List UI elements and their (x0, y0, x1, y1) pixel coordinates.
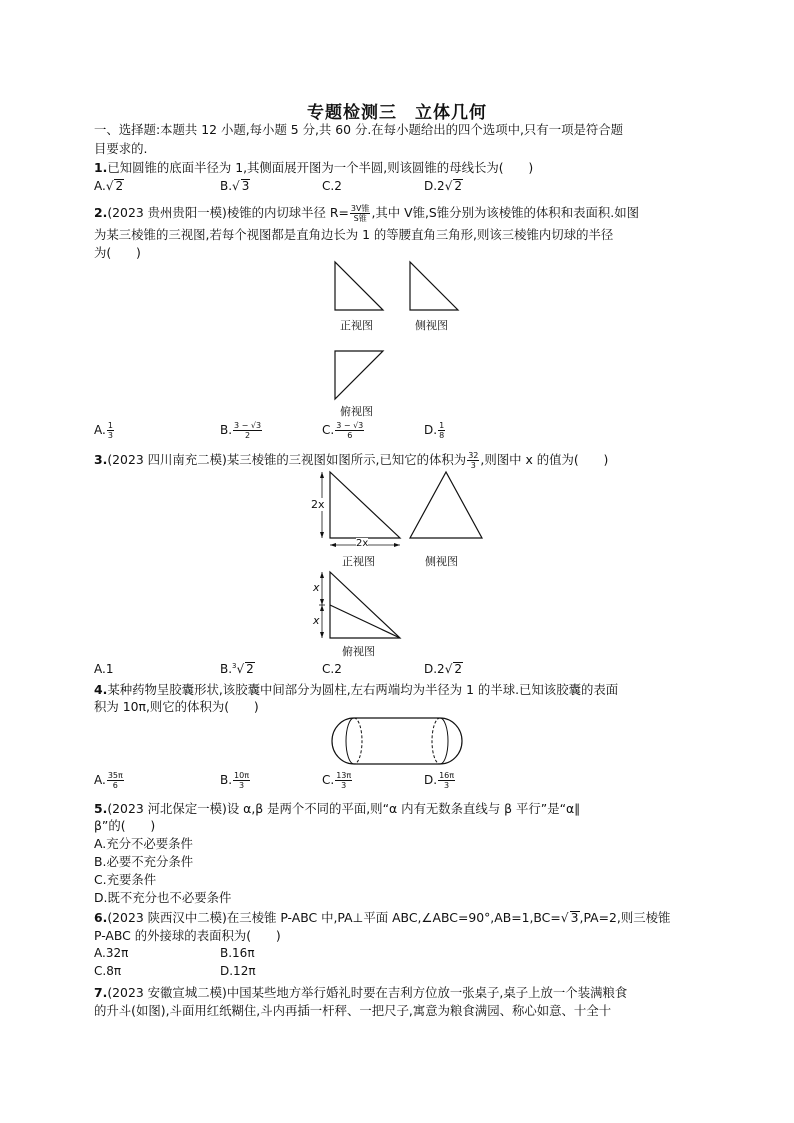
q4-option-d: D. $\frac{16\pi}{3}$ (424, 771, 455, 790)
q3-top-view-label: 俯视图 (342, 645, 375, 658)
q5-option-a: A.充分不必要条件 (94, 836, 193, 851)
question-2-line2: 为某三棱锥的三视图,若每个视图都是直角边长为 1 的等腰直角三角形,则该三棱锥内切球的半径 (94, 227, 614, 242)
question-2-line1: 2.(2023 贵州贵阳一模)棱锥的内切球半径 R= $\frac{\text{3V锥}}{\text{S锥}}$ ,其中 V锥,S锥分别为该棱锥的体积和表面积.如图 (94, 204, 639, 223)
q6-option-d: D.12π (220, 964, 256, 978)
q3-option-c: C.2 (322, 662, 342, 676)
question-7-line1: 7.(2023 安徽宣城二模)中国某些地方举行婚礼时要在吉利方位放一张桌子,桌子上放一个装满粮食 (94, 985, 628, 1000)
q3-option-d: D.2√ 2 (424, 662, 462, 676)
q2-formula-fraction: $\frac{\text{3V锥}}{\text{S锥}}$ (350, 204, 370, 223)
q4-option-a: A. $\frac{35\pi}{6}$ (94, 771, 123, 790)
q6-option-a: A.32π (94, 946, 129, 960)
q3-top-x-label-2: x (313, 614, 320, 627)
question-1-number: 1. (94, 160, 108, 175)
section-intro-line2: 目要求的. (94, 141, 148, 156)
q2-option-b: B. $\frac{3 - √3}{2}$ (220, 421, 262, 440)
q4-capsule-figure (330, 716, 464, 766)
question-7-number: 7. (94, 985, 108, 1000)
question-4-line2: 积为 10π,则它的体积为( ) (94, 699, 259, 714)
question-4-number: 4. (94, 682, 108, 697)
q2-option-d: D. $\frac{1}{8}$ (424, 421, 445, 440)
q5-option-c: C.充要条件 (94, 872, 157, 887)
question-5-number: 5. (94, 801, 108, 816)
question-2-number: 2. (94, 205, 108, 220)
q2-option-a: A. $\frac{1}{3}$ (94, 421, 113, 440)
q3-side-view-label: 侧视图 (425, 555, 458, 568)
question-2-line3: 为( ) (94, 245, 141, 260)
q2-top-view-figure (334, 350, 384, 400)
q3-front-view-label: 正视图 (342, 555, 375, 568)
question-5-line2: β”的( ) (94, 818, 156, 833)
q1-option-b: B.√ 3 (220, 179, 250, 193)
question-4-line1: 4.某种药物呈胶囊形状,该胶囊中间部分为圆柱,左右两端均为半径为 1 的半球.已知该胶囊的表面 (94, 682, 619, 697)
question-7-line2: 的升斗(如图),斗面用红纸糊住,斗内再插一杆秤、一把尺子,寓意为粮食满园、称心如意、十全十 (94, 1003, 612, 1018)
question-3-number: 3. (94, 452, 108, 467)
question-6-line1: 6.(2023 陕西汉中二模)在三棱锥 P-ABC 中,PA⊥平面 ABC,∠ABC=90°,AB=1,BC=√ 3,PA=2,则三棱锥 (94, 910, 671, 925)
q4-option-c: C. $\frac{13\pi}{3}$ (322, 771, 352, 790)
q2-front-view-figure (334, 261, 384, 311)
q6-option-c: C.8π (94, 964, 122, 978)
q2-top-view-label: 俯视图 (340, 405, 373, 418)
question-6-number: 6. (94, 910, 108, 925)
q2-front-view-label: 正视图 (340, 319, 373, 332)
q5-option-b: B.必要不充分条件 (94, 854, 194, 869)
question-5-line1: 5.(2023 河北保定一模)设 α,β 是两个不同的平面,则“α 内有无数条直线与 β 平行”是“α∥ (94, 801, 581, 816)
q2-side-view-figure (409, 261, 459, 311)
question-1-text: 已知圆锥的底面半径为 1,其侧面展开图为一个半圆,则该圆锥的母线长为( ) (107, 160, 534, 175)
question-1 (94, 158, 700, 177)
question-6-line2: P-ABC 的外接球的表面积为( ) (94, 928, 281, 943)
section-intro-line1: 一、选择题:本题共 12 小题,每小题 5 分,共 60 分.在每小题给出的四个选项中,只有一项是符合题 (94, 122, 624, 137)
q3-front-height-label: 2x (311, 498, 325, 511)
q4-option-b: B. $\frac{10\pi}{3}$ (220, 771, 250, 790)
q3-option-a: A.1 (94, 662, 114, 676)
q3-front-width-label: 2x (356, 538, 369, 549)
q3-volume-fraction: $\frac{32}{3}$ (468, 451, 479, 470)
q1-option-c: C.2 (322, 179, 342, 193)
q3-top-view-figure (312, 570, 408, 640)
q6-option-b: B.16π (220, 946, 255, 960)
q5-option-d: D.既不充分也不必要条件 (94, 890, 232, 905)
q1-option-a: A.√ 2 (94, 179, 124, 193)
q3-top-x-label-1: x (313, 581, 320, 594)
q1-option-d: D.2√ 2 (424, 179, 462, 193)
question-3: 3.(2023 四川南充二模)某三棱锥的三视图如图所示,已知它的体积为 $\frac{32}{3}$ ,则图中 x 的值为( ) (94, 451, 609, 470)
q3-option-b: B.$^3$√ 2 (220, 662, 254, 676)
q2-option-c: C. $\frac{3 - √3}{6}$ (322, 421, 364, 440)
page-title: 专题检测三 立体几何 (307, 103, 487, 123)
q2-side-view-label: 侧视图 (415, 319, 448, 332)
q3-side-view-figure (408, 470, 484, 542)
